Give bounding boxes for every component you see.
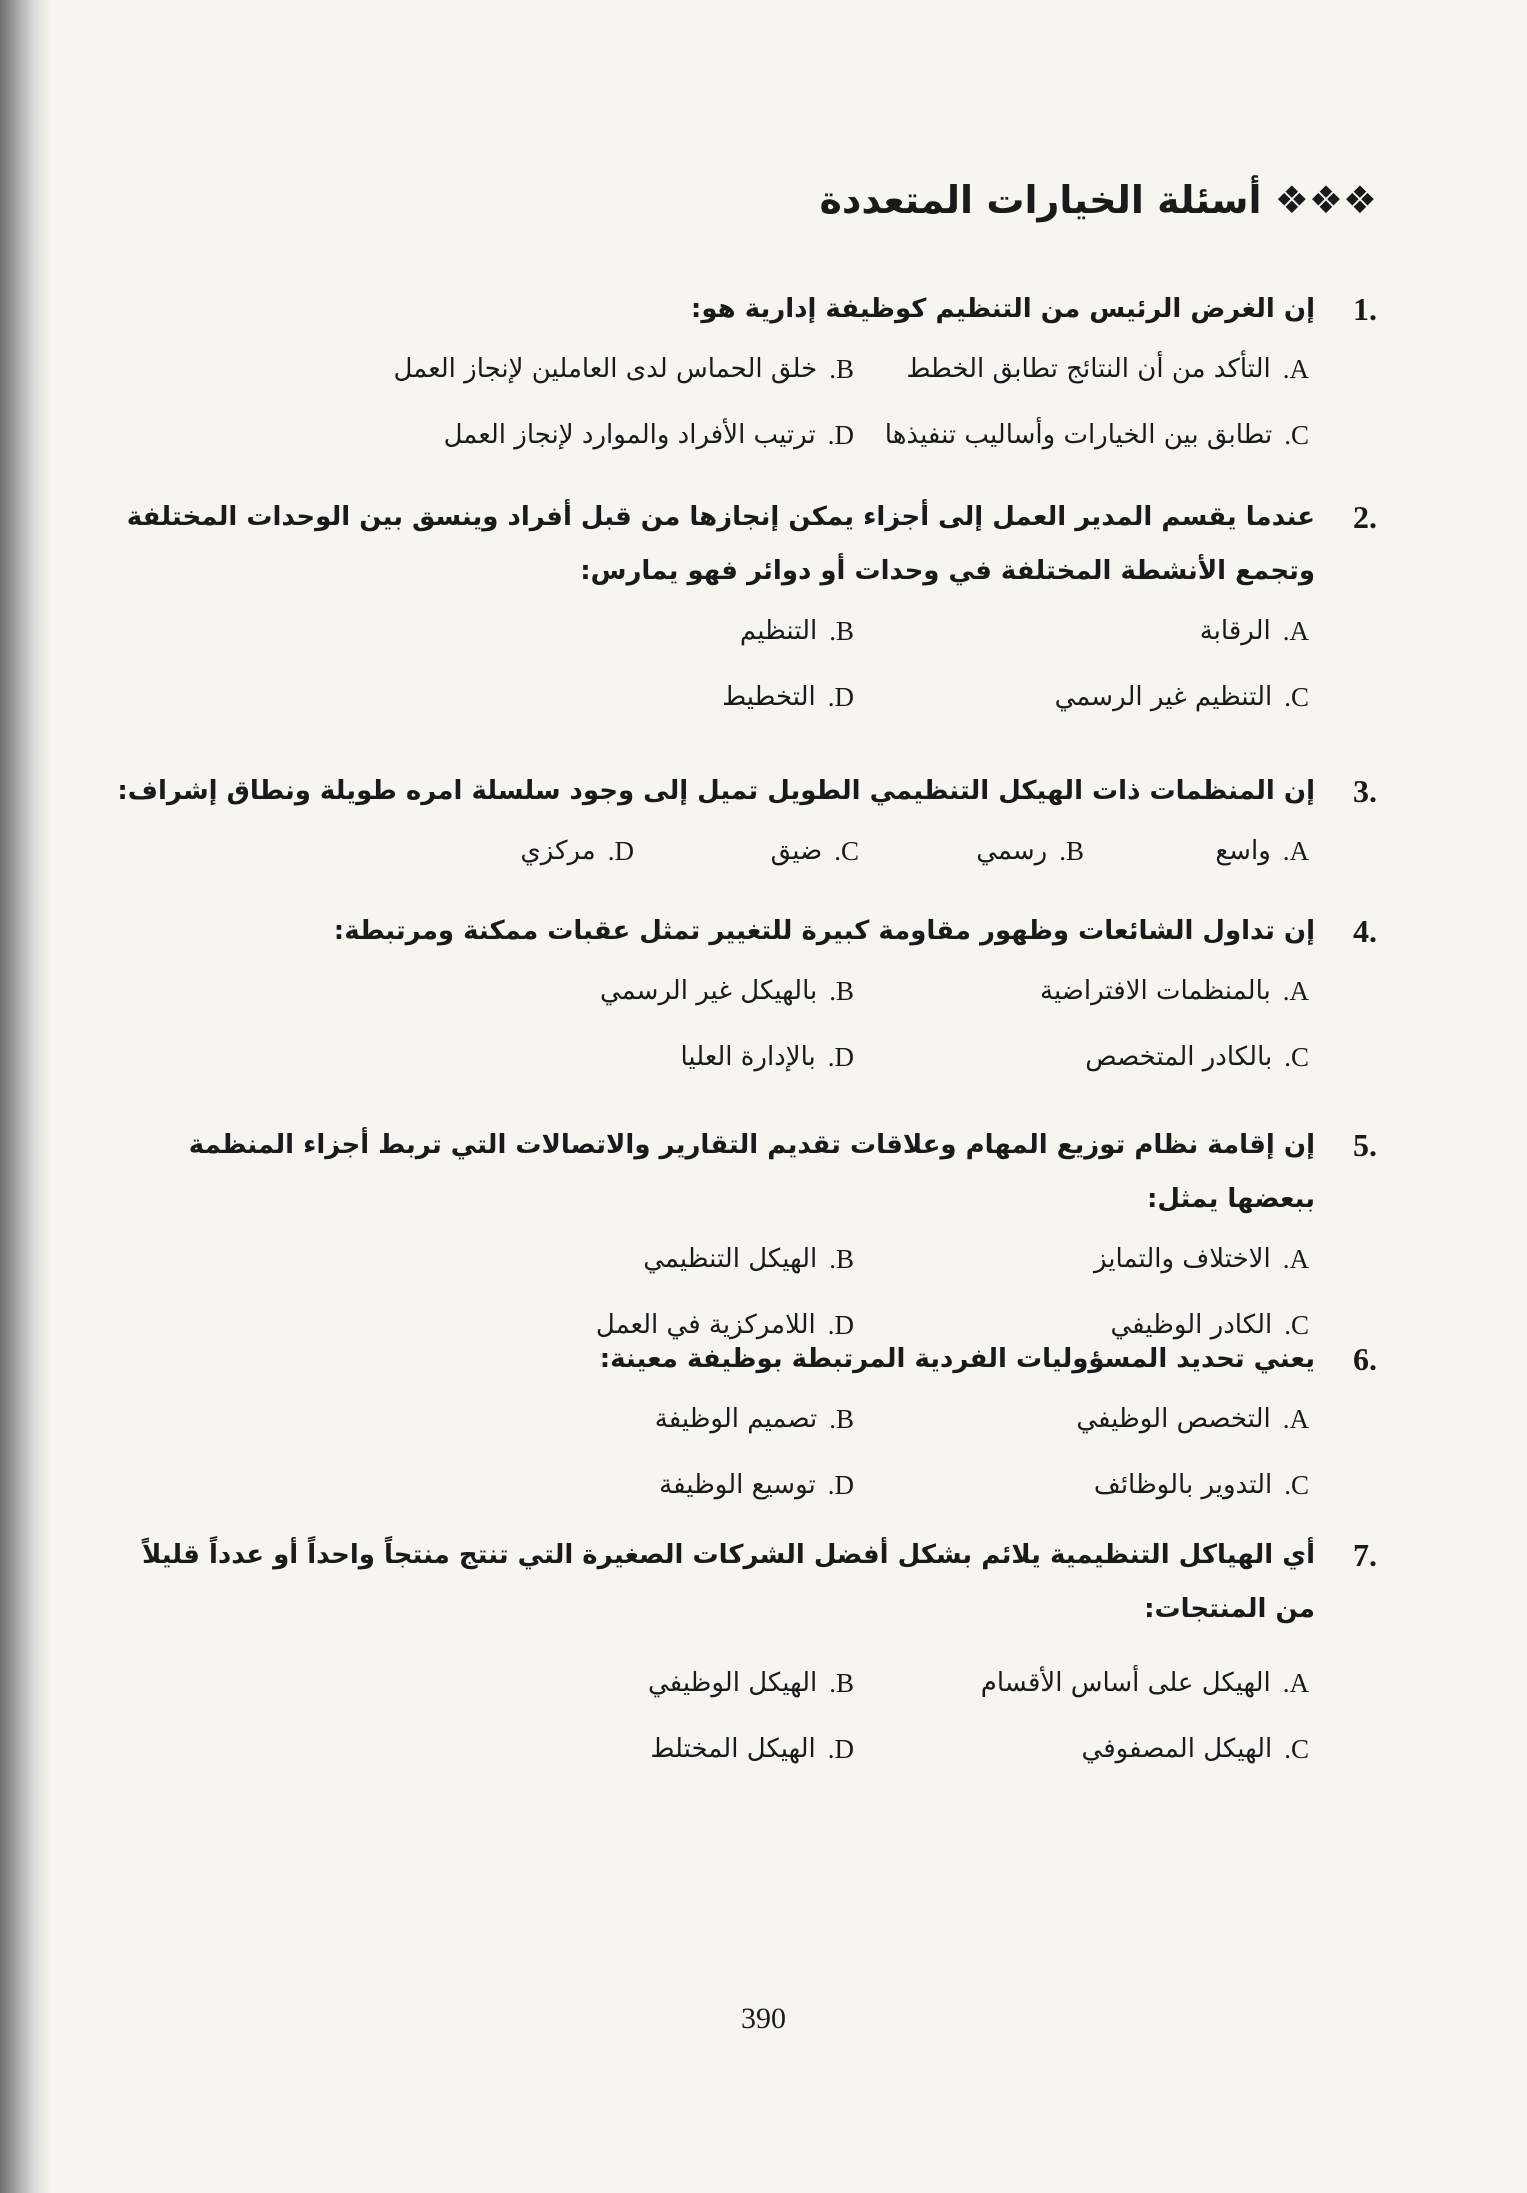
- question-4: [100, 904, 1377, 1090]
- question-3: [100, 764, 1377, 884]
- option-c: C. التدوير بالوظائف: [1093, 1469, 1309, 1500]
- question-number: 4.: [1353, 913, 1377, 949]
- option-a: A. التخصص الوظيفي: [1076, 1403, 1309, 1434]
- option-b: B. تصميم الوظيفة: [654, 1403, 854, 1434]
- option-d: D. مركزي: [520, 835, 634, 866]
- option-b: B. الهيكل الوظيفي: [648, 1667, 854, 1698]
- option-c: C. ضيق: [770, 835, 859, 866]
- option-c: C. الهيكل المصفوفي: [1081, 1733, 1309, 1764]
- option-a: A. الاختلاف والتمايز: [1093, 1243, 1309, 1274]
- heading-bullets: ❖❖❖: [1274, 178, 1377, 222]
- question-5: [100, 1118, 1377, 1358]
- question-text: إن إقامة نظام توزيع المهام وعلاقات تقديم التقارير والاتصالات التي تربط أجزاء المنظمة ببعضها يمثل:: [188, 1130, 1315, 1214]
- question-text: إن تداول الشائعات وظهور مقاومة كبيرة للتغيير تمثل عقبات ممكنة ومرتبطة:: [333, 916, 1315, 946]
- option-a: A. الرقابة: [1199, 615, 1309, 646]
- question-text: أي الهياكل التنظيمية يلائم بشكل أفضل الشركات الصغيرة التي تنتج منتجاً واحداً أو عدداً قليلاً من المنتجات:: [141, 1540, 1315, 1624]
- question-number: 5.: [1353, 1127, 1377, 1163]
- option-c: C. تطابق بين الخيارات وأساليب تنفيذها: [884, 419, 1309, 450]
- question-text: إن الغرض الرئيس من التنظيم كوظيفة إدارية هو:: [690, 294, 1315, 324]
- option-d: D. بالإدارة العليا: [680, 1041, 854, 1072]
- question-number: 6.: [1353, 1341, 1377, 1377]
- question-text: إن المنظمات ذات الهيكل التنظيمي الطويل تميل إلى وجود سلسلة امره طويلة ونطاق إشراف:: [117, 776, 1315, 806]
- option-b: B. الهيكل التنظيمي: [643, 1243, 854, 1274]
- option-d: D. توسيع الوظيفة: [659, 1469, 854, 1500]
- question-2: [100, 490, 1377, 730]
- option-d: D. التخطيط: [722, 681, 854, 712]
- option-c: C. الكادر الوظيفي: [1110, 1309, 1309, 1340]
- question-number: 1.: [1353, 291, 1377, 327]
- option-d: D. الهيكل المختلط: [650, 1733, 854, 1764]
- question-text: يعني تحديد المسؤوليات الفردية المرتبطة بوظيفة معينة:: [599, 1344, 1315, 1374]
- section-heading: [819, 178, 1377, 222]
- option-a: A. واسع: [1215, 835, 1309, 866]
- option-b: B. خلق الحماس لدى العاملين لإنجاز العمل: [393, 353, 854, 384]
- page-number: 390: [741, 2002, 786, 2035]
- heading-title: أسئلة الخيارات المتعددة: [819, 178, 1262, 222]
- option-a: A. بالمنظمات الافتراضية: [1040, 975, 1309, 1006]
- option-c: C. بالكادر المتخصص: [1085, 1041, 1309, 1072]
- option-b: B. بالهيكل غير الرسمي: [599, 975, 854, 1006]
- option-c: C. التنظيم غير الرسمي: [1054, 681, 1309, 712]
- question-7: [100, 1528, 1377, 1782]
- option-d: D. ترتيب الأفراد والموارد لإنجاز العمل: [443, 419, 854, 450]
- question-text: عندما يقسم المدير العمل إلى أجزاء يمكن إنجازها من قبل أفراد وينسق بين الوحدات المختلفة وتجمع الأنشطة المختلفة في وحدات أو دوائر فهو يمارس:: [126, 502, 1315, 586]
- question-number: 2.: [1353, 499, 1377, 535]
- option-b: B. رسمي: [976, 835, 1084, 866]
- option-b: B. التنظيم: [739, 615, 854, 646]
- option-a: A. التأكد من أن النتائج تطابق الخطط: [906, 353, 1309, 384]
- option-a: A. الهيكل على أساس الأقسام: [980, 1667, 1309, 1698]
- question-number: 3.: [1353, 773, 1377, 809]
- question-6: [100, 1332, 1377, 1518]
- question-1: [100, 282, 1377, 468]
- option-d: D. اللامركزية في العمل: [595, 1309, 854, 1340]
- question-number: 7.: [1353, 1537, 1377, 1573]
